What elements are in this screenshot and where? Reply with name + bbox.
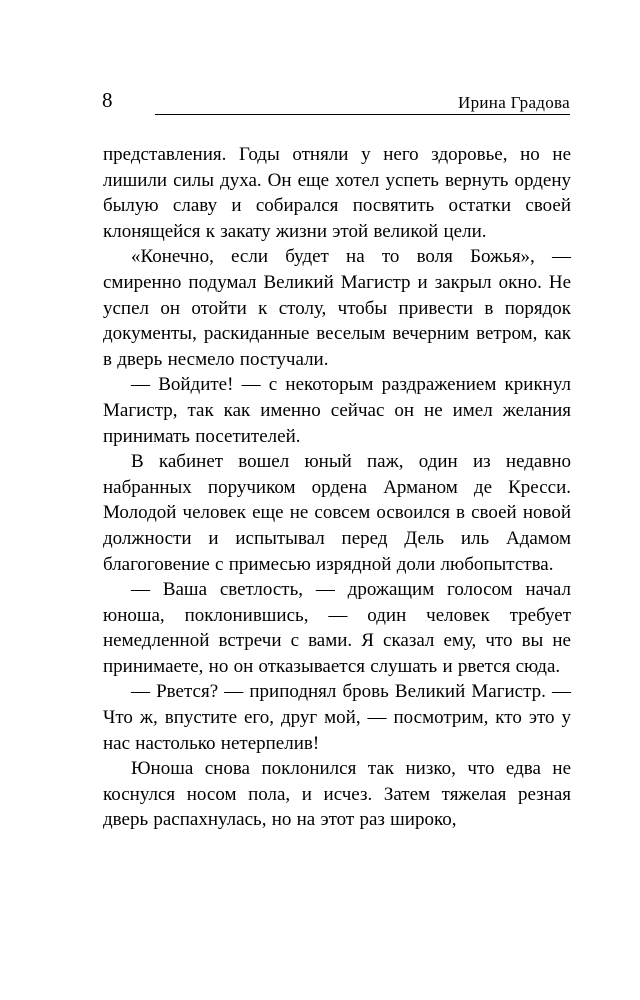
paragraph: — Ваша светлость, — дрожащим голосом начал юноша, поклонившись, — один человек требует немедленной встречи с вами. Я сказал ему, что вы не принимаете, но он отказывается слушать и рвется сюда.	[103, 579, 571, 677]
paragraph: «Конечно, если будет на то воля Божья», — смиренно подумал Великий Магистр и закрыл окно. Не успел он отойти к столу, чтобы привести в порядок документы, раскиданные веселым вечерним ветром, как в дверь несмело постучали.	[103, 246, 571, 370]
paragraph: В кабинет вошел юный паж, один из недавно набранных поручиком ордена Арманом де Кресси. Молодой человек еще не совсем освоился в своей новой должности и испытывал перед Дель иль Адамом благоговение с примесью изрядной доли любопытства.	[103, 451, 571, 575]
paragraph: — Войдите! — с некоторым раздражением крикнул Магистр, так как именно сейчас он не имел желания принимать посетителей.	[103, 374, 571, 447]
page-number: 8	[102, 88, 113, 112]
body-text	[103, 142, 571, 833]
paragraph: Юноша снова поклонился так низко, что едва не коснулся носом пола, и исчез. Затем тяжелая резная дверь распахнулась, но на этот раз широко,	[103, 758, 571, 831]
running-head-author: Ирина Градова	[458, 93, 570, 112]
paragraph: представления. Годы отняли у него здоровье, но не лишили силы духа. Он еще хотел успеть вернуть ордену былую славу и собирался посвятить остатки своей клонящейся к закату жизни этой великой цели.	[103, 144, 571, 242]
paragraph: — Рвется? — приподнял бровь Великий Магистр. — Что ж, впустите его, друг мой, — посмотрим, кто это у нас настолько нетерпелив!	[103, 681, 571, 754]
header-rule	[155, 114, 570, 115]
